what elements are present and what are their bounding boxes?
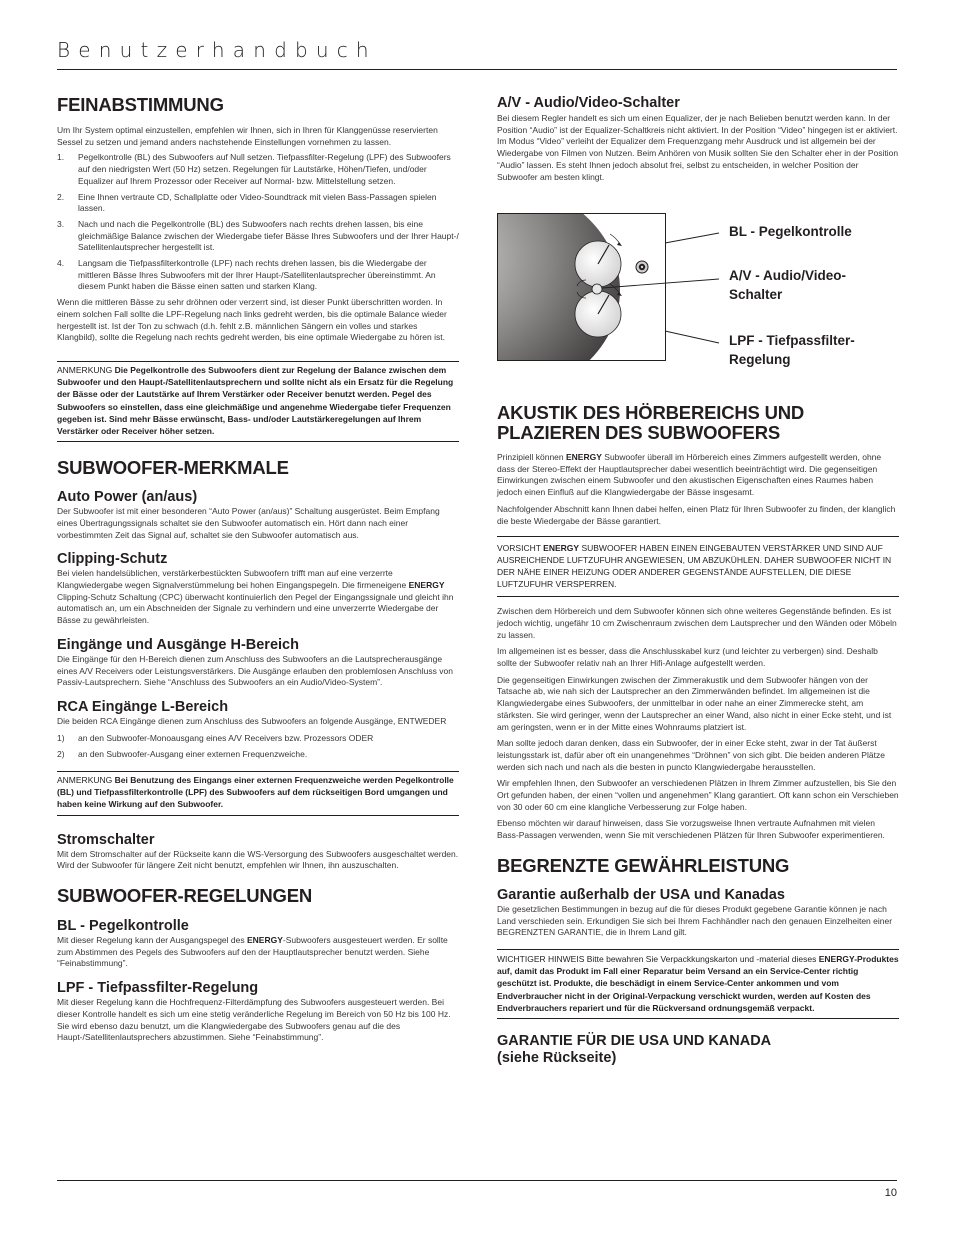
akustik-p7: Wir empfehlen Ihnen, den Subwoofer an verschiedenen Plätzen in Ihrem Zimmer aufzustellen, bis Sie den Ort gefunden haben, der einen “vollen und angenehmen” Klang garantiert. Oft kann schon ein Verschieben von 30 oder 60 cm eine klangliche Verbesserung zur Folge haben. [497, 778, 899, 812]
heading-regelungen: SUBWOOFER-REGELUNGEN [57, 885, 313, 907]
fein-note: ANMERKUNG Die Pegelkontrolle des Subwoofers dient zur Regelung der Balance zwischen dem Subwoofer und den Haupt-/Satellitenlautsprechern und sollte nicht als ein Ersatz für die Regelung der Bässe oder der Lautstärke auf Ihrem Verstärker oder Receiver benutzt werden. Pegel des Subwoofers so einstellen, dass eine gleichmäßige und angenehme Wiedergabe tiefer Frequenzen gegeben ist. Sind mehr Bässe erwünscht, Bass- und/oder Lautstärkeregelungen auf Ihrem Verstärker oder Receiver höher setzen. [57, 364, 454, 436]
lpf-text: Mit dieser Regelung kann die Hochfrequenz-Filterdämpfung des Subwoofers ausgesteuert werden. Bei dieser Kontrolle handelt es sich um eine stetig veränderliche Regelung im Bereich von 50 Hz bis 100 Hz. Sie wird ebenso dazu benutzt, um die Klangwiedergabe des Subwoofers genau auf die des Haupt-/Satellitenlautsprechers abzustimmen. Siehe “Feinabstimmung”. [57, 997, 451, 1043]
warning-note: VORSICHT ENERGY SUBWOOFER HABEN EINEN EINGEBAUTEN VERSTÄRKER UND SIND AUF AUSREICHENDE LUFTZUFUHR ANGEWIESEN, UM ABZUKÜHLEN. DAHER SUBWOOFER NICHT IN DER NÄHE EINER HEIZUNG ODER ANDERER GEGENSTÄNDE AUFSTELLEN, DIE DIESE LUFTZUFUHR VERSPERREN. [497, 543, 892, 590]
brand-name: ENERGY [246, 935, 283, 946]
bl-text: Mit dieser Regelung kann der Ausgangspegel des ENERGY-Subwoofers ausgesteuert werden. Er sollte zum Abstimmen des Pegels des Subwoofers auf den der Hauptlautsprecher benutzt werden. Siehe “Feinabstimmung”. [57, 935, 448, 969]
fein-intro: Um Ihr System optimal einzustellen, empfehlen wir Ihnen, sich in Ihren für Klanggenüsse reservierten Sessel zu setzen und jemand anders nachstehende Einstellungen vornehmen zu lassen. [57, 125, 438, 147]
akustik-p4: Im allgemeinen ist es besser, dass die Anschlusskabel kurz (und leichter zu verbergen) sind. Deshalb sollte der Subwoofer relativ nah an Ihrer Hifi-Anlage aufgestellt werden. [497, 646, 878, 669]
rca-note: ANMERKUNG Bei Benutzung des Eingangs einer externen Frequenzweiche werden Pegelkontrolle (BL) und Tiefpassfilterkontrolle (LPF) des Subwoofers auf dem rückseitigen Bord umgangen und haben keine Wirkung auf den Subwoofer. [57, 775, 454, 810]
brand-name: ENERGY [818, 953, 855, 964]
label-lpf-regelung: LPF - Tiefpassfilter- Regelung [729, 333, 855, 367]
akustik-p2: Nachfolgender Abschnitt kann Ihnen dabei helfen, einen Platz für Ihren Subwoofer zu finden, der klanglich die beste Wiedergabe der Bässe garantiert. [497, 503, 896, 526]
brand-name: ENERGY [566, 452, 602, 462]
h-bereich-text: Die Eingänge für den H-Bereich dienen zum Anschluss des Subwoofers an die Lautsprecherausgänge eines A/V Receivers oder Leistungsverstärkers. Die Ausgänge erlauben den problemlosen Anschluss von Passiv-Lautsprechern. Siehe “Anschluss des Subwoofers an ein Audio/Video-System”. [57, 653, 453, 688]
heading-clipping: Clipping-Schutz [57, 551, 168, 568]
control-panel-figure [497, 213, 899, 373]
list-item: 2. Eine Ihnen vertraute CD, Schallplatte oder Video-Soundtrack mit vielen Bass-Passagen spielen lassen. [57, 191, 437, 214]
heading-bl: BL - Pegelkontrolle [57, 918, 189, 935]
list-item: 1. Pegelkontrolle (BL) des Subwoofers auf Null setzen. Tiefpassfilter-Regelung (LPF) des Subwoofers auf den niedrigsten Wert (50 Hz) setzen. Regelungen für Lautstärke, Höhen/Tiefen, und/oder Equalizer auf Ihrem Prozessor oder Receiver auf Normal- bzw. Mittelstellung setzen. [57, 152, 451, 186]
rca-list [57, 733, 459, 761]
left-column [57, 92, 459, 1044]
page-header [57, 38, 897, 70]
akustik-p3: Zwischen dem Hörbereich und dem Subwoofer können sich ohne weiteres Gegenstände befinden. Es ist jedoch wichtig, ungefähr 10 cm Zwischenraum zwischen dem Lautsprecher und den Wänden oder Möbeln zu lassen. [497, 606, 897, 640]
heading-feinabstimmung: FEINABSTIMMUNG [57, 94, 224, 115]
right-column [497, 92, 899, 183]
right-column-lower [497, 403, 899, 1067]
brand-name: ENERGY [408, 579, 445, 590]
clipping-text: Bei vielen handelsüblichen, verstärkerbestückten Subwoofern trifft man auf eine verzerrte Klangwiedergabe wegen Signalverstümmelung bei hohen Eingangspegeln. Die firmeneigene ENERGY Clipping-Schutz Schaltung (CPC) überwacht kontinuierlich den Pegel der Eingangssignale und gleicht ihn automatisch an, um ein Abschneiden der Signale zu verhindern und eine unverzerrte Wiedergabe der Bässe zu gewährleisten. [57, 568, 454, 626]
important-note: WICHTIGER HINWEIS Bitte bewahren Sie Verpackkungskarton und -material dieses ENERGY-Produktes auf, damit das Produkt im Fall einer Reparatur beim Versand an ein Service-Center richtig geschützt ist. Produkte, die beschädigt in einem Service-Center ankommen und vom Endverbraucher nicht in der Original-Verpackung verschickt wurden, werden auf Kosten des Endverbrauchers repariert und für die Rückversand ordnungsgemäß verpackt. [497, 953, 899, 1013]
list-item: 4. Langsam die Tiefpassfilterkontrolle (LPF) nach rechts drehen lassen, bis die Wiedergabe der mittleren Bässe Ihres Subwoofers mit der Ihrer Haupt-/Satellitenlautsprecher übereinstimmt. An diesem Punkt haben die Bässe einen satten und starken Klang. [57, 258, 436, 292]
heading-garantie-usa: GARANTIE FÜR DIE USA UND KANADA (siehe Rückseite) [497, 1033, 772, 1066]
page-footer [57, 1180, 897, 1199]
akustik-p1: Prinzipiell können ENERGY Subwoofer überall im Hörbereich eines Zimmers aufgestellt werden, ohne dass der Stereo-Effekt der Hauptlautsprecher dabei wesentlich beeinträchtigt wird. Die gegenseitigen Einwirkungen zwischen einem Subwoofer und den akustischen Eigenschaften eines Raumes haben jedoch einen Einfluß auf die Klangwiedergabe der Bässe insgesamt. [497, 452, 882, 498]
av-text: Bei diesem Regler handelt es sich um einen Equalizer, der je nach Belieben benutzt werden kann. In der Position “Audio” ist der Equalizer-Schaltkreis nicht aktiviert. In der Position “Video” hingegen ist er aktiviert. Im Modus “Video” verleiht der Equalizer dem Frequenzgang mehr Ausdruck und ist allgemein bei der Wiedergabe von Filmen von Nutzen. Beim Anhören von Musik sollten Sie den Schalter eher in der Position “Audio” lassen. Es steht Ihnen jedoch absolut frei, selbst zu entscheiden, in welcher Position der Subwoofer am besten klingt. [497, 113, 899, 182]
list-item: 1) an den Subwoofer-Monoausgang eines A/V Receivers bzw. Prozessors ODER [57, 732, 374, 743]
divider [57, 815, 459, 816]
brand-name: ENERGY [543, 543, 580, 554]
list-item: 2) an den Subwoofer-Ausgang einer externen Frequenzweiche. [57, 749, 308, 760]
garantie-text: Die gesetzlichen Bestimmungen in bezug auf die für dieses Produkt gegebene Garantie können je nach Land verschieden sein. Erkundigen Sie sich bei Ihrem Fachhändler nach den genauen Einzelheiten einer BEGRENZTEN GARANTIE, die in Ihrem Land gilt. [497, 903, 893, 938]
divider [57, 441, 459, 442]
divider [497, 1018, 899, 1019]
auto-power-text: Der Subwoofer ist mit einer besonderen “Auto Power (an/aus)” Schaltung ausgerüstet. Beim Empfang eines Übertragungssignals schaltet sie den Subwoofer automatisch ein. Hört dann nach einer vorbestimmten Zeit das Signal auf, schaltet sie den Subwoofer automatisch aus. [57, 506, 440, 540]
list-item: 3. Nach und nach die Pegelkontrolle (BL) des Subwoofers nach rechts drehen lassen, bis eine gleichmäßige Balance zwischen der Wiedergabe tiefer Bässe Ihres Subwoofers und der Ihrer Haupt-/ Satellitenlautsprecher hergestellt ist. [57, 218, 459, 253]
heading-rca: RCA Eingänge L-Bereich [57, 698, 229, 715]
fein-steps [57, 152, 459, 293]
fein-after: Wenn die mittleren Bässe zu sehr dröhnen oder verzerrt sind, ist dieser Punkt überschritten worden. In einem solchen Fall sollte die LPF-Regelung nach links gedreht werden, bis die optimale Balance wieder hergestellt ist. Ist der Ton zu schwach (d.h. fehlt z.B. männlichen Sängern ein volles und starkes Klangbild), sollte die Regelung nach rechts gedreht werden, bis eine optimale Wiedergabe zu hören ist. [57, 297, 447, 343]
divider [497, 596, 899, 597]
heading-merkmale: SUBWOOFER-MERKMALE [57, 457, 289, 479]
heading-gewaehrleistung: BEGRENZTE GEWÄHRLEISTUNG [497, 854, 790, 876]
akustik-p5: Die gegenseitigen Einwirkungen zwischen der Zimmerakustik und dem Subwoofer hängen von der Tatsache ab, wie nah sich der Lautsprecher an den Zimmerwänden befindet. Im allgemeinen ist die Klangwiedergabe eines Subwoofers, der unmittelbar in oder nahe an einer Zimmerecke steht, am stärksten. Sie wird geringer, wenn der Lautsprecher an einer Wand, also nicht in einer Ecke steht, und ist am geringsten, wenn er in der Mitte eines Wohnraums platziert ist. [497, 674, 892, 732]
document-title: Benutzerhandbuch [57, 38, 377, 62]
label-av-schalter: A/V - Audio/Video- Schalter [729, 268, 846, 302]
akustik-p8: Ebenso möchten wir darauf hinweisen, dass Sie vorzugsweise Ihnen vertraute Aufnahmen mit vielen Bass-Passagen verwenden, wenn Sie mit verschiedenen Plätzen für Ihren Subwoofer experimentieren. [497, 818, 885, 841]
heading-h-bereich: Eingänge und Ausgänge H-Bereich [57, 636, 299, 653]
heading-akustik: AKUSTIK DES HÖRBEREICHS UND PLAZIEREN DES SUBWOOFERS [497, 402, 805, 443]
stromschalter-text: Mit dem Stromschalter auf der Rückseite kann die WS-Versorgung des Subwoofers ausgeschaltet werden. Wird der Subwoofer für längere Zeit nicht benutzt, empfehlen wir Ihnen, ihn auszuschalten. [57, 848, 459, 871]
heading-stromschalter: Stromschalter [57, 831, 155, 848]
heading-av: A/V - Audio/Video-Schalter [497, 95, 680, 111]
heading-auto-power: Auto Power (an/aus) [57, 489, 198, 506]
page-number: 10 [884, 1187, 897, 1199]
rca-text: Die beiden RCA Eingänge dienen zum Anschluss des Subwoofers an folgende Ausgänge, ENTWEDER [57, 715, 447, 726]
heading-garantie-ausserhalb: Garantie außerhalb der USA und Kanadas [497, 886, 785, 903]
label-bl-pegelkontrolle: BL - Pegelkontrolle [729, 224, 852, 239]
heading-lpf: LPF - Tiefpassfilter-Regelung [57, 980, 259, 997]
akustik-p6: Man sollte jedoch daran denken, dass ein Subwoofer, der in einer Ecke steht, zwar in der Tat äußerst leistungsstark ist, dafür aber oft ein unangenehmes “Dröhnen” von sich gibt. Die beiden anderen Plätze werden sich nach und nach als die besten in puncto Klangwiedergabe herausstellen. [497, 738, 885, 772]
